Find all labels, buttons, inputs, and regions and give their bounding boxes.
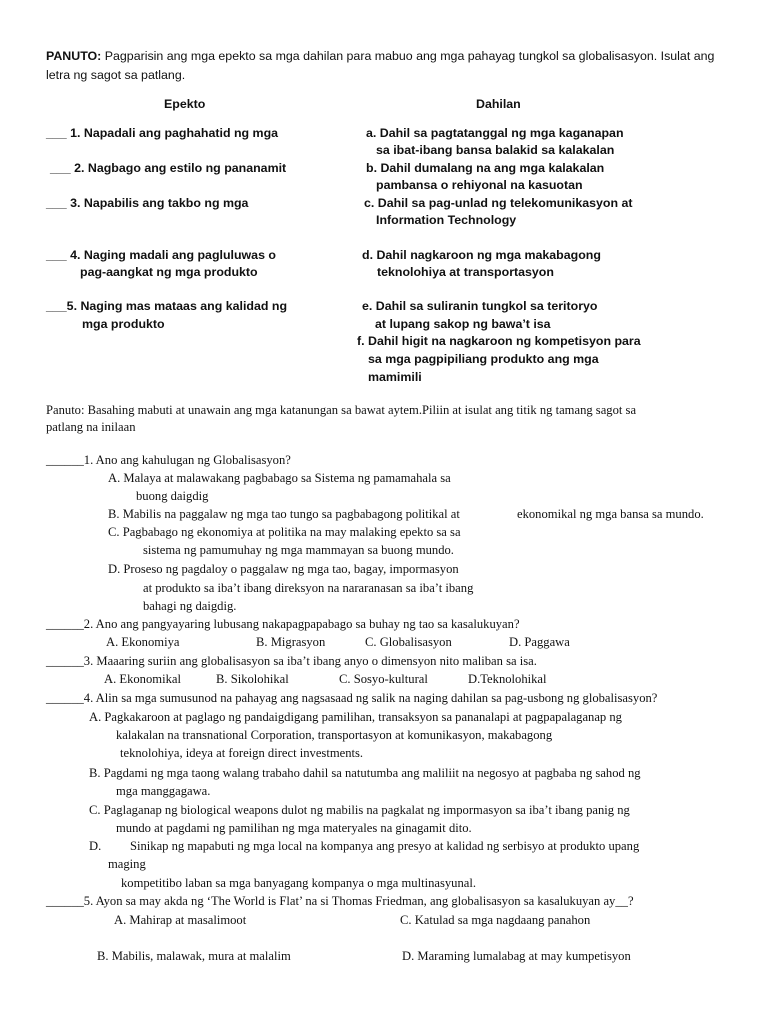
instruction-line-2: letra ng sagot sa patlang.: [46, 68, 186, 82]
cause-f-line-1: f. Dahil higit na nagkaroon ng kompetisyon para: [357, 334, 641, 348]
q4-option-d-line-3: kompetitibo laban sa mga banyagang kompanya o mga multinasyunal.: [121, 876, 476, 890]
cause-a-line-2: sa ibat-ibang bansa balakid sa kalakalan: [376, 143, 615, 157]
q4-option-d-line-1: Sinikap ng mapabuti ng mga local na kompanya ang presyo at kalidad ng serbisyo at produkto upang: [130, 839, 640, 853]
q4-option-b-line-1: B. Pagdami ng mga taong walang trabaho dahil sa natutumba ang maliliit na negosyo at pagbaba ng sahod ng: [89, 766, 641, 780]
q2-option-c: C. Globalisasyon: [365, 635, 452, 649]
question-3: ______3. Maaaring suriin ang globalisasyon sa iba’t ibang anyo o dimensyon nito maliban sa isa.: [46, 654, 537, 668]
column-header-epekto: Epekto: [164, 97, 206, 111]
effect-item-1: ___ 1. Napadali ang paghahatid ng mga: [46, 126, 279, 140]
effect-item-4-line-1: ___ 4. Naging madali ang pagluluwas o: [46, 248, 276, 262]
q5-option-d: D. Maraming lumalabag at may kumpetisyon: [402, 949, 631, 963]
q1-option-a-line-1: A. Malaya at malawakang pagbabago sa Sistema ng pamamahala sa: [108, 471, 451, 485]
cause-e-line-1: e. Dahil sa suliranin tungkol sa teritoryo: [362, 299, 598, 313]
cause-a-line-1: a. Dahil sa pagtatanggal ng mga kaganapan: [366, 126, 624, 140]
column-header-dahilan: Dahilan: [476, 97, 521, 111]
question-5: ______5. Ayon sa may akda ng ‘The World is Flat’ na si Thomas Friedman, ang globalisasyon sa kasalukuyan ay__?: [46, 894, 634, 908]
effect-item-3: ___ 3. Napabilis ang takbo ng mga: [46, 196, 249, 210]
q1-option-d-line-2: at produkto sa iba’t ibang direksyon na nararanasan sa iba’t ibang: [143, 581, 474, 595]
instruction-text: Pagparisin ang mga epekto sa mga dahilan para mabuo ang mga pahayag tungkol sa globalisasyon. Isulat ang: [104, 49, 715, 63]
question-2: ______2. Ano ang pangyayaring lubusang nakapagpapabago sa buhay ng tao sa kasalukuyan?: [46, 617, 520, 631]
q3-option-a: A. Ekonomikal: [104, 672, 181, 686]
cause-d-line-2: teknolohiya at transportasyon: [377, 265, 554, 279]
q4-option-c-line-1: C. Paglaganap ng biological weapons dulot ng mabilis na pagkalat ng impormasyon sa iba’t ibang panig ng: [89, 803, 630, 817]
q3-option-d: D.Teknolohikal: [468, 672, 547, 686]
part2-instruction-line-1: Panuto: Basahing mabuti at unawain ang mga katanungan sa bawat aytem.Piliin at isulat ang titik ng tamang sagot sa: [46, 403, 637, 417]
q1-option-a-line-2: buong daigdig: [136, 489, 209, 503]
q4-option-d-line-2: maging: [108, 857, 146, 871]
cause-b-line-2: pambansa o rehiyonal na kasuotan: [376, 178, 583, 192]
q4-option-b-line-2: mga manggagawa.: [116, 784, 211, 798]
q2-option-d: D. Paggawa: [509, 635, 570, 649]
q1-option-d-line-3: bahagi ng daigdig.: [143, 599, 237, 613]
q1-option-c-line-2: sistema ng pamumuhay ng mga mammayan sa buong mundo.: [143, 543, 454, 557]
cause-b-line-1: b. Dahil dumalang na ang mga kalakalan: [366, 161, 605, 175]
cause-f-line-3: mamimili: [368, 370, 422, 384]
q2-option-b: B. Migrasyon: [256, 635, 326, 649]
question-4: ______4. Alin sa mga sumusunod na pahayag ang nagsasaad ng salik na naging dahilan sa pag-usbong ng globalisasyon?: [46, 691, 658, 705]
instruction-label: PANUTO:: [46, 49, 102, 63]
q1-option-b-line-2: ekonomikal ng mga bansa sa mundo.: [517, 507, 704, 521]
q5-option-a: A. Mahirap at masalimoot: [114, 913, 247, 927]
cause-d-line-1: d. Dahil nagkaroon ng mga makabagong: [362, 248, 601, 262]
question-1: ______1. Ano ang kahulugan ng Globalisasyon?: [46, 453, 291, 467]
effect-item-5-line-2: mga produkto: [82, 317, 165, 331]
q3-option-c: C. Sosyo-kultural: [339, 672, 428, 686]
effect-item-4-line-2: pag-aangkat ng mga produkto: [80, 265, 258, 279]
q4-option-c-line-2: mundo at pagdami ng pamilihan ng mga materyales na ginagamit dito.: [116, 821, 472, 835]
instruction-line-1: [46, 47, 714, 65]
cause-e-line-2: at lupang sakop ng bawa’t isa: [375, 317, 551, 331]
q4-option-a-line-2: kalakalan na transnational Corporation, transportasyon at komunikasyon, makabagong: [116, 728, 553, 742]
q4-option-d-label: D.: [89, 839, 102, 853]
q5-option-c: C. Katulad sa mga nagdaang panahon: [400, 913, 591, 927]
cause-c-line-2: Information Technology: [376, 213, 517, 227]
effect-item-5-line-1: ___5. Naging mas mataas ang kalidad ng: [46, 299, 288, 313]
q1-option-b-line-1: B. Mabilis na paggalaw ng mga tao tungo sa pagbabagong politikal at: [108, 507, 460, 521]
cause-c-line-1: c. Dahil sa pag-unlad ng telekomunikasyon at: [364, 196, 633, 210]
q3-option-b: B. Sikolohikal: [216, 672, 289, 686]
effect-item-2: ___ 2. Nagbago ang estilo ng pananamit: [50, 161, 287, 175]
part2-instruction-line-2: patlang na inilaan: [46, 420, 136, 434]
q1-option-d-line-1: D. Proseso ng pagdaloy o paggalaw ng mga tao, bagay, impormasyon: [108, 562, 459, 576]
cause-f-line-2: sa mga pagpipiliang produkto ang mga: [368, 352, 599, 366]
q4-option-a-line-3: teknolohiya, ideya at foreign direct investments.: [120, 746, 364, 760]
q2-option-a: A. Ekonomiya: [106, 635, 180, 649]
q4-option-a-line-1: A. Pagkakaroon at paglago ng pandaigdigang pamilihan, transaksyon sa pananalapi at pagpapalaganap ng: [89, 710, 622, 724]
q5-option-b: B. Mabilis, malawak, mura at malalim: [97, 949, 291, 963]
q1-option-c-line-1: C. Pagbabago ng ekonomiya at politika na may malaking epekto sa sa: [108, 525, 461, 539]
